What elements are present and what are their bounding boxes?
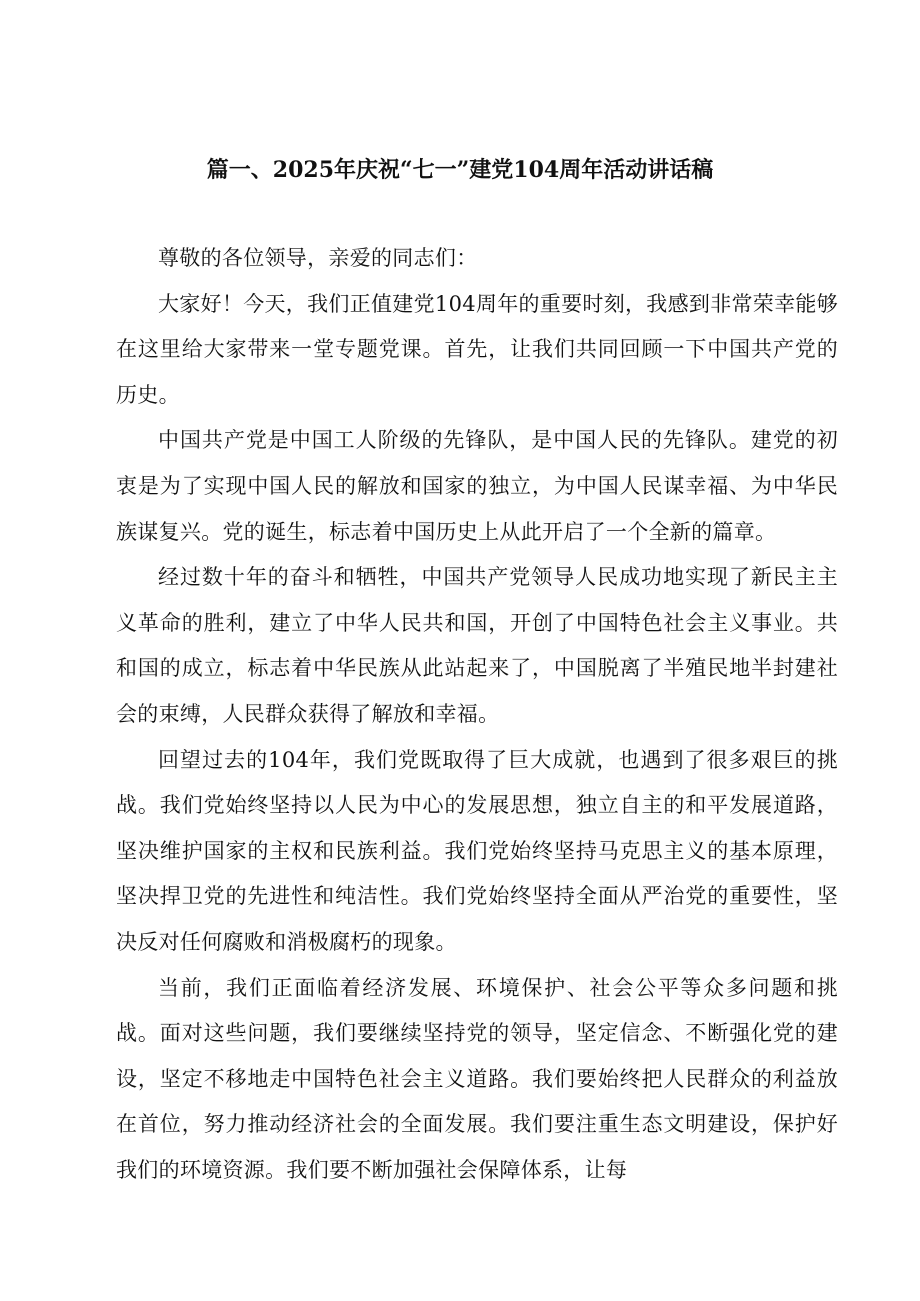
paragraph-salutation: 尊敬的各位领导，亲爱的同志们：: [158, 246, 478, 270]
document-body: [116, 236, 838, 1193]
document-title: 篇一、2025年庆祝“七一”建党104周年活动讲话稿: [206, 157, 714, 183]
paragraph-current-challenges: 当前，我们正面临着经济发展、环境保护、社会公平等众多问题和挑战。面对这些问题，我们要继续坚持党的领导，坚定信念、不断强化党的建设，坚定不移地走中国特色社会主义道路。我们要始终把人民群众的利益放在首位，努力推动经济社会的全面发展。我们要注重生态文明建设，保护好我们的环境资源。我们要不断加强社会保障体系，让每: [116, 975, 838, 1182]
paragraph-revolution: 经过数十年的奋斗和牺牲，中国共产党领导人民成功地实现了新民主主义革命的胜利，建立了中华人民共和国，开创了中国特色社会主义事业。共和国的成立，标志着中华民族从此站起来了，中国脱离了半殖民地半封建社会的束缚，人民群众获得了解放和幸福。: [116, 565, 838, 726]
paragraph-review: 回望过去的104年，我们党既取得了巨大成就，也遇到了很多艰巨的挑战。我们党始终坚持以人民为中心的发展思想，独立自主的和平发展道路，坚决维护国家的主权和民族利益。我们党始终坚持马克思主义的基本原理，坚决捍卫党的先进性和纯洁性。我们党始终坚持全面从严治党的重要性，坚决反对任何腐败和消极腐朽的现象。: [116, 747, 838, 954]
paragraph-party-founding: 中国共产党是中国工人阶级的先锋队，是中国人民的先锋队。建党的初衷是为了实现中国人民的解放和国家的独立，为中国人民谋幸福、为中华民族谋复兴。党的诞生，标志着中国历史上从此开启了一个全新的篇章。: [116, 428, 838, 544]
paragraph-opening: 大家好！今天，我们正值建党104周年的重要时刻，我感到非常荣幸能够在这里给大家带来一堂专题党课。首先，让我们共同回顾一下中国共产党的历史。: [116, 291, 838, 407]
